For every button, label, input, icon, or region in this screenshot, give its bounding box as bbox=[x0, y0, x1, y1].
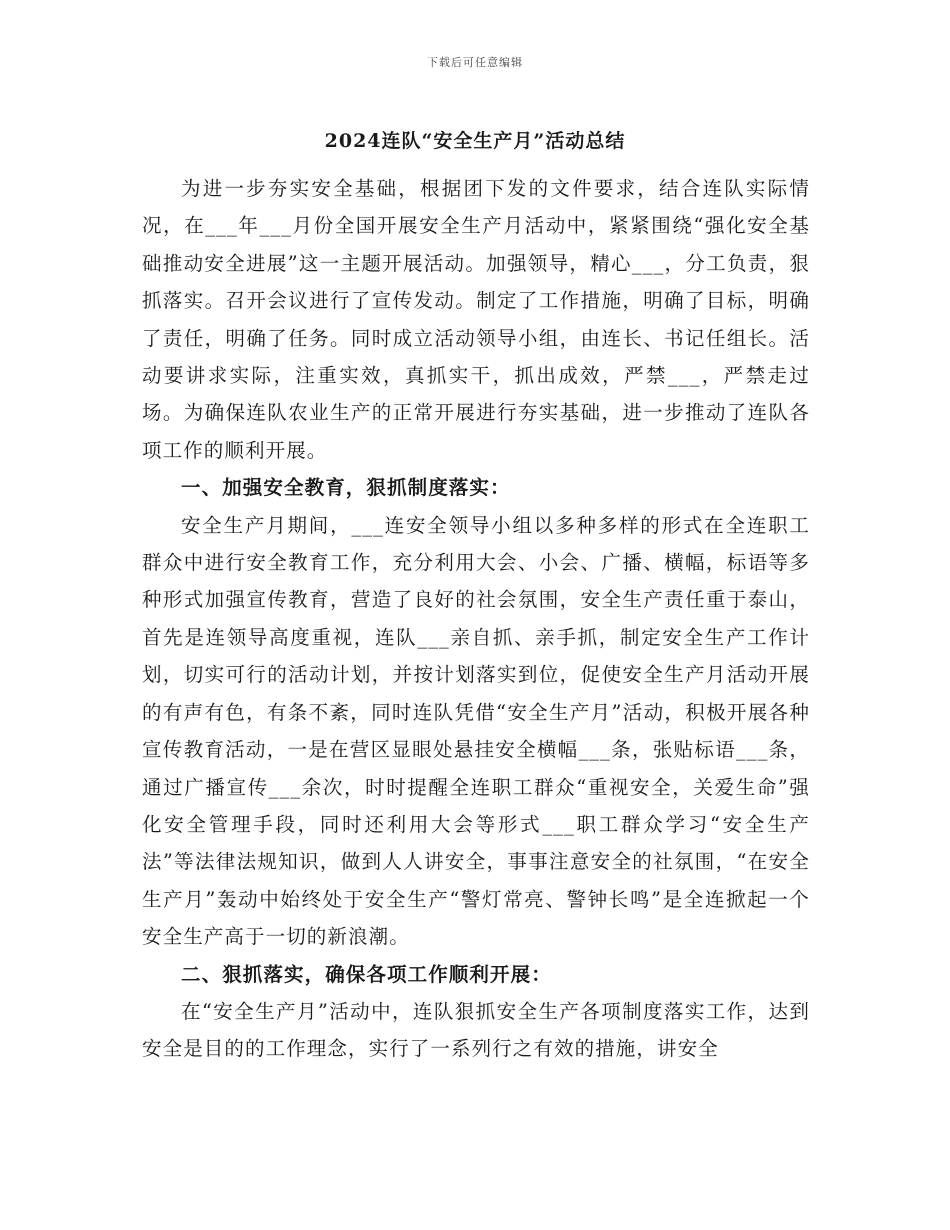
intro-paragraph: 为进一步夯实安全基础，根据团下发的文件要求，结合连队实际情况，在___年___月份全国开展安全生产月活动中，紧紧围绕“强化安全基础推动安全进展”这一主题开展活动。加强领导，精心___，分工负责，狠抓落实。召开会议进行了宣传发动。制定了工作措施，明确了目标，明确了责任，明确了任务。同时成立活动领导小组，由连长、书记任组长。活动要讲求实际，注重实效，真抓实干，抓出成效，严禁___，严禁走过场。为确保连队农业生产的正常开展进行夯实基础，进一步推动了连队各项工作的顺利开展。 bbox=[142, 177, 810, 462]
document-title: 2024连队“安全生产月”活动总结 bbox=[324, 130, 626, 152]
section-1-paragraph: 安全生产月期间，___连安全领导小组以多种多样的形式在全连职工群众中进行安全教育工作，充分利用大会、小会、广播、横幅，标语等多种形式加强宣传教育，营造了良好的社会氛围，安全生产责任重于泰山，首先是连领导高度重视，连队___亲自抓、亲手抓，制定安全生产工作计划，切实可行的活动计划，并按计划落实到位，促使安全生产月活动开展的有声有色，有条不紊，同时连队凭借“安全生产月”活动，积极开展各种宣传教育活动，一是在营区显眼处悬挂安全横幅___条，张贴标语___条，通过广播宣传___余次，时时提醒全连职工群众“重视安全，关爱生命”强化安全管理手段，同时还利用大会等形式___职工群众学习“安全生产法”等法律法规知识，做到人人讲安全，事事注意安全的社氛围，“在安全生产月”轰动中始终处于安全生产“警灯常亮、警钟长鸣”是全连掀起一个安全生产高于一切的新浪潮。 bbox=[142, 513, 810, 949]
header-note: 下载后可任意编辑 bbox=[427, 56, 523, 69]
section-heading-2: 二、狠抓落实，确保各项工作顺利开展： bbox=[181, 962, 552, 986]
section-2-paragraph: 在“安全生产月”活动中，连队狠抓安全生产各项制度落实工作，达到安全是目的的工作理念，实行了一系列行之有效的措施，讲安全 bbox=[142, 999, 810, 1061]
section-heading-1: 一、加强安全教育，狠抓制度落实： bbox=[181, 476, 511, 500]
document-body bbox=[142, 170, 810, 1068]
